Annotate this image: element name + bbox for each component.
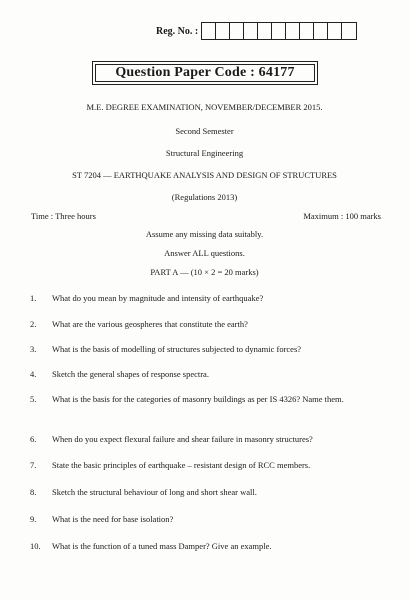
- question-number: 10.: [30, 541, 41, 551]
- branch: Structural Engineering: [165, 148, 244, 158]
- question-number: 1.: [30, 293, 37, 303]
- reg-no-box: [300, 23, 314, 39]
- question-number: 8.: [30, 487, 37, 497]
- question-text: What is the function of a tuned mass Damper? Give an example.: [52, 541, 272, 551]
- reg-no-box: [328, 23, 342, 39]
- question-number: 4.: [30, 369, 37, 379]
- reg-no-box: [314, 23, 328, 39]
- question-text: What are the various geospheres that constitute the earth?: [52, 319, 248, 329]
- reg-no-label: Reg. No. :: [156, 25, 199, 37]
- reg-no-field: [156, 22, 357, 40]
- question-number: 9.: [30, 514, 37, 524]
- question-text: What is the need for base isolation?: [52, 514, 174, 524]
- reg-no-box: [258, 23, 272, 39]
- reg-no-box: [216, 23, 230, 39]
- question-number: 7.: [30, 460, 37, 470]
- question-number: 6.: [30, 434, 37, 444]
- instruction-missing-data: Assume any missing data suitably.: [145, 229, 264, 239]
- reg-no-box: [342, 23, 356, 39]
- regulations: (Regulations 2013): [171, 192, 238, 202]
- reg-no-box: [286, 23, 300, 39]
- question-text: State the basic principles of earthquake – resistant design of RCC members.: [52, 460, 311, 470]
- reg-no-box: [202, 23, 216, 39]
- reg-no-box: [244, 23, 258, 39]
- exam-title: M.E. DEGREE EXAMINATION, NOVEMBER/DECEMBER 2015.: [86, 102, 323, 112]
- question-paper-code-box: [92, 61, 318, 85]
- question-number: 2.: [30, 319, 37, 329]
- instruction-answer-all: Answer ALL questions.: [164, 248, 245, 258]
- reg-no-box: [272, 23, 286, 39]
- question-text: What is the basis of modelling of structures subjected to dynamic forces?: [52, 344, 302, 354]
- question-text: What is the basis for the categories of masonry buildings as per IS 4326? Name them.: [52, 394, 344, 404]
- question-number: 3.: [30, 344, 37, 354]
- question-paper-code: Question Paper Code : 64177: [115, 65, 295, 80]
- question-text: When do you expect flexural failure and shear failure in masonry structures?: [52, 434, 313, 444]
- semester: Second Semester: [175, 126, 234, 136]
- question-number: 5.: [30, 394, 37, 404]
- part-a-heading: PART A — (10 × 2 = 20 marks): [150, 267, 259, 277]
- question-text: Sketch the structural behaviour of long and short shear wall.: [52, 487, 257, 497]
- reg-no-boxes: [201, 22, 357, 40]
- time-allowed: Time : Three hours: [31, 211, 96, 221]
- question-text: Sketch the general shapes of response spectra.: [52, 369, 209, 379]
- maximum-marks: Maximum : 100 marks: [303, 211, 381, 221]
- question-text: What do you mean by magnitude and intensity of earthquake?: [52, 293, 264, 303]
- subject-title: ST 7204 — EARTHQUAKE ANALYSIS AND DESIGN OF STRUCTURES: [72, 170, 337, 180]
- reg-no-box: [230, 23, 244, 39]
